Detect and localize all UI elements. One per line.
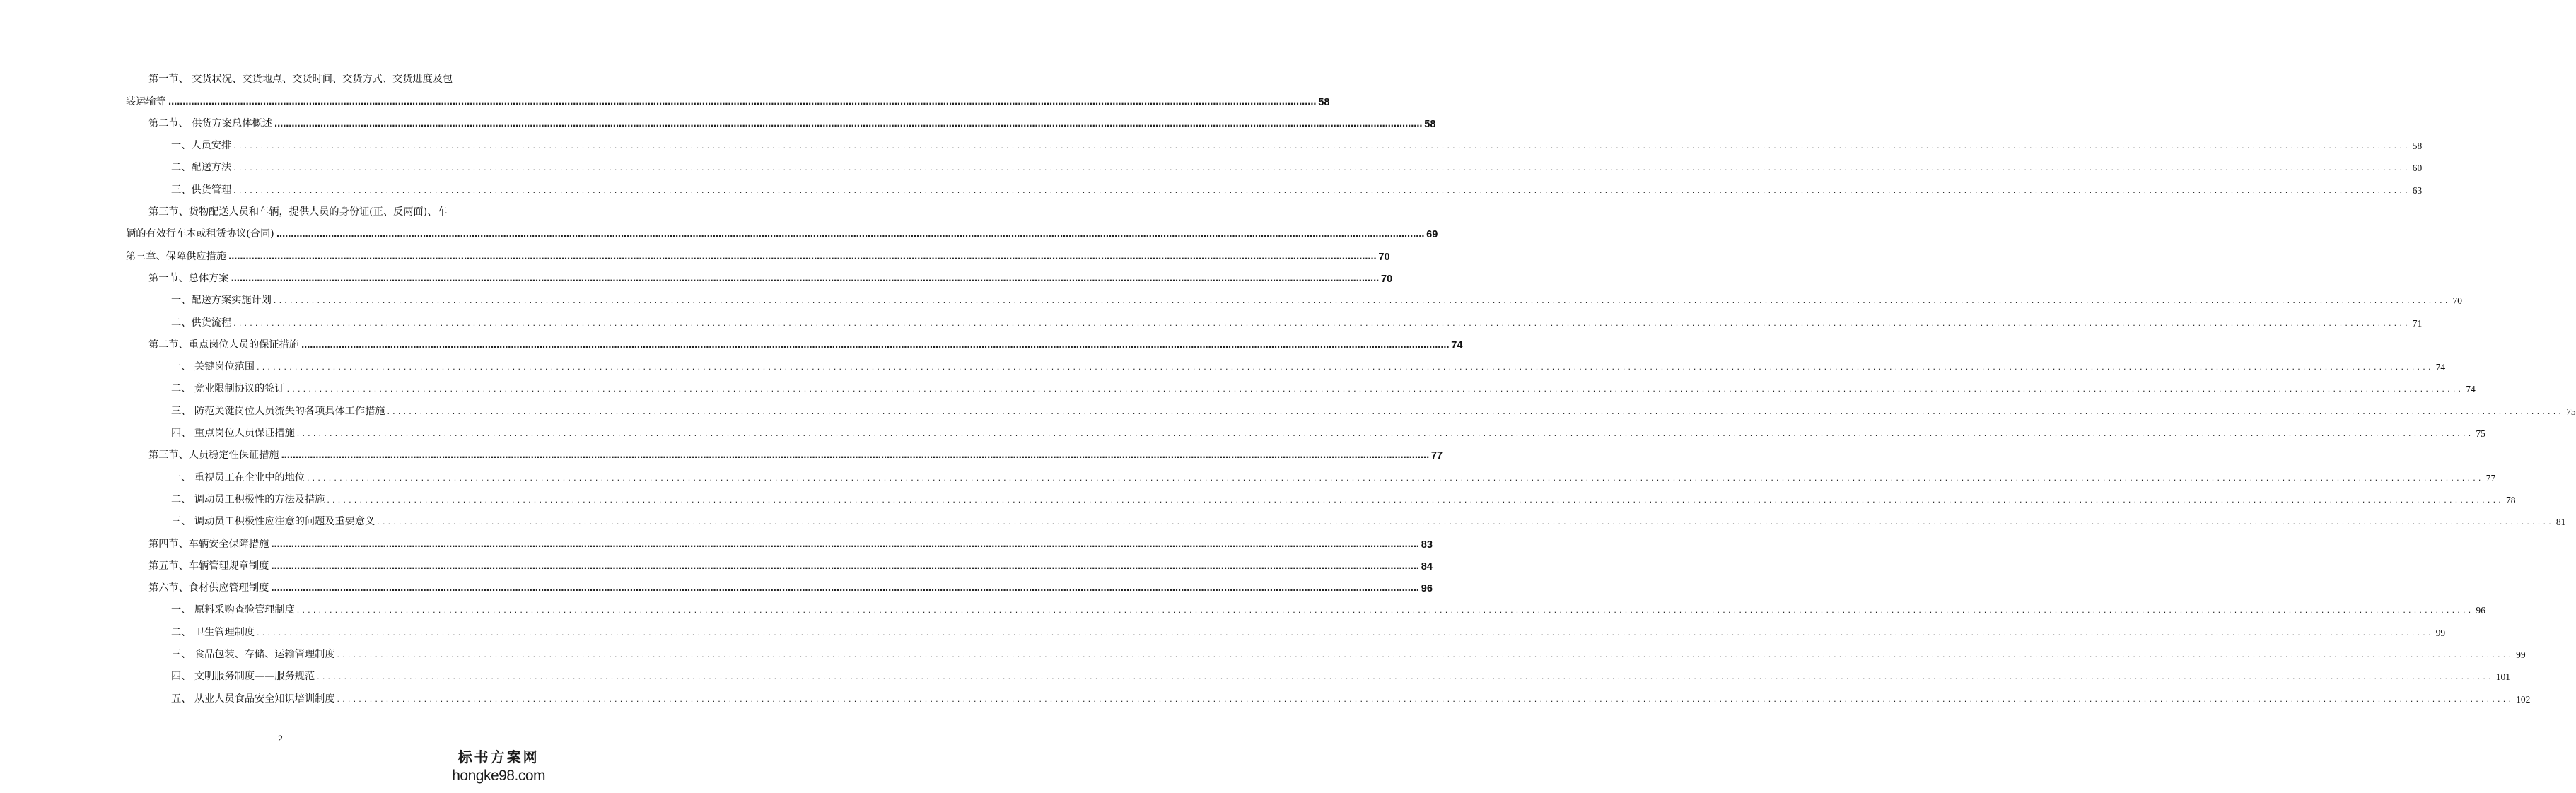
toc-entry[interactable] <box>126 174 2423 196</box>
page-number: 2 <box>278 734 283 744</box>
toc-entry[interactable] <box>126 395 2576 417</box>
toc-dot-leader: ................................................................................................................................................................................................................................................................................................................................................................................................................ <box>296 606 2474 616</box>
toc-dot-leader: ................................................................................................................................................................................................................................................................................................................................................................................................................ <box>276 229 1425 240</box>
toc-entry[interactable] <box>126 639 2526 661</box>
toc-entry-title: 第五节、车辆管理规章制度 <box>148 560 269 572</box>
toc-entry[interactable] <box>126 616 2446 638</box>
toc-entry-title: 三、 调动员工积极性应注意的问题及重要意义 <box>171 516 375 528</box>
toc-entry[interactable] <box>126 462 2496 483</box>
toc-entry-title: 辆的有效行车本或租赁协议(合同) <box>126 228 274 240</box>
toc-entry-title: 二、供货流程 <box>171 317 232 329</box>
toc-entry[interactable] <box>126 351 2446 373</box>
toc-entry[interactable] <box>126 373 2476 395</box>
toc-dot-leader: ................................................................................................................................................................................................................................................................................................................................................................................................................ <box>306 473 2484 483</box>
toc-page-number: 69 <box>1426 229 1438 241</box>
toc-entry-title: 第一节、总体方案 <box>148 272 229 284</box>
toc-dot-leader: ................................................................................................................................................................................................................................................................................................................................................................................................................ <box>387 406 2565 416</box>
toc-page-number: 77 <box>2485 472 2496 483</box>
toc-entry-title: 四、 文明服务制度——服务规范 <box>171 671 315 683</box>
toc-entry[interactable] <box>126 329 1463 351</box>
toc-entry[interactable] <box>126 683 2531 705</box>
toc-page-number: 101 <box>2495 671 2511 683</box>
toc-entry[interactable] <box>126 196 1438 241</box>
toc-entry-title: 三、 防范关键岗位人员流失的各项具体工作措施 <box>171 405 385 417</box>
toc-page-number: 102 <box>2516 693 2531 705</box>
toc-page-number: 63 <box>2412 184 2423 196</box>
toc-entry[interactable] <box>126 506 2566 528</box>
toc-entry-title: 四、 重点岗位人员保证措施 <box>171 428 295 440</box>
toc-entry-title: 装运输等 <box>126 95 166 107</box>
toc-dot-leader: ................................................................................................................................................................................................................................................................................................................................................................................................................ <box>301 339 1450 350</box>
toc-dot-leader: ................................................................................................................................................................................................................................................................................................................................................................................................................ <box>233 163 2411 173</box>
toc-entry-title: 第四节、车辆安全保障措施 <box>148 538 269 550</box>
toc-entry[interactable] <box>126 130 2423 152</box>
toc-dot-leader: ................................................................................................................................................................................................................................................................................................................................................................................................................ <box>233 141 2411 151</box>
toc-page-number: 78 <box>2505 494 2516 505</box>
watermark-site-name: 标书方案网 <box>457 748 540 765</box>
toc-entry-title: 一、配送方案实施计划 <box>171 295 272 307</box>
toc-dot-leader: ................................................................................................................................................................................................................................................................................................................................................................................................................ <box>228 251 1377 262</box>
toc-entry-title: 三、 食品包装、存储、运输管理制度 <box>171 649 335 661</box>
toc-entry[interactable] <box>126 108 1436 130</box>
toc-page-number: 58 <box>1424 118 1436 130</box>
table-of-contents <box>126 64 2576 705</box>
toc-page-number: 83 <box>1421 539 1433 551</box>
toc-entry-title: 五、 从业人员食品安全知识培训制度 <box>171 693 335 705</box>
toc-entry[interactable] <box>126 528 1433 551</box>
toc-page-number: 75 <box>2566 406 2576 417</box>
toc-dot-leader: ................................................................................................................................................................................................................................................................................................................................................................................................................ <box>233 318 2411 328</box>
toc-entry[interactable] <box>126 440 1443 462</box>
toc-page-number: 74 <box>1451 339 1463 351</box>
toc-entry-title: 二、配送方法 <box>171 162 232 174</box>
toc-entry-title: 一、 原料采购查验管理制度 <box>171 604 295 616</box>
toc-dot-leader: ................................................................................................................................................................................................................................................................................................................................................................................................................ <box>231 273 1379 283</box>
toc-entry-title: 第三章、保障供应措施 <box>126 250 226 262</box>
toc-entry-title: 二、 调动员工积极性的方法及措施 <box>171 493 325 505</box>
toc-entry-title-line1: 第三节、货物配送人员和车辆，提供人员的身份证(正、反两面)、车 <box>148 206 448 218</box>
toc-entry[interactable] <box>126 64 1330 108</box>
toc-page-number: 58 <box>2412 141 2423 152</box>
toc-entry[interactable] <box>126 484 2516 506</box>
toc-dot-leader: ................................................................................................................................................................................................................................................................................................................................................................................................................ <box>233 185 2411 195</box>
toc-entry-title: 第六节、食材供应管理制度 <box>148 582 269 594</box>
toc-entry-title: 第二节、重点岗位人员的保证措施 <box>148 339 299 351</box>
toc-entry[interactable] <box>126 418 2485 440</box>
toc-page-number: 96 <box>1421 583 1433 595</box>
toc-entry-title: 二、 竞业限制协议的签订 <box>171 383 285 395</box>
toc-entry-title: 第三节、人员稳定性保证措施 <box>148 450 279 462</box>
toc-page-number: 70 <box>2452 295 2463 307</box>
toc-page-number: 70 <box>1380 273 1393 285</box>
toc-dot-leader: ................................................................................................................................................................................................................................................................................................................................................................................................................ <box>377 517 2554 527</box>
toc-entry-title-line1: 第一节、 交货状况、交货地点、交货时间、交货方式、交货进度及包 <box>148 74 453 86</box>
toc-entry[interactable] <box>126 240 1390 263</box>
toc-entry-title: 一、 关键岗位范围 <box>171 361 255 373</box>
toc-entry[interactable] <box>126 307 2423 329</box>
toc-dot-leader: ................................................................................................................................................................................................................................................................................................................................................................................................................ <box>273 296 2451 306</box>
toc-dot-leader: ................................................................................................................................................................................................................................................................................................................................................................................................................ <box>274 118 1423 129</box>
toc-dot-leader: ................................................................................................................................................................................................................................................................................................................................................................................................................ <box>337 694 2514 704</box>
toc-entry[interactable] <box>126 594 2485 616</box>
toc-dot-leader: ................................................................................................................................................................................................................................................................................................................................................................................................................ <box>271 539 1419 549</box>
toc-dot-leader: ................................................................................................................................................................................................................................................................................................................................................................................................................ <box>257 628 2434 638</box>
toc-page-number: 74 <box>2466 384 2476 395</box>
toc-dot-leader: ................................................................................................................................................................................................................................................................................................................................................................................................................ <box>286 384 2464 394</box>
toc-entry[interactable] <box>126 285 2463 307</box>
toc-entry-title: 三、供货管理 <box>171 184 232 196</box>
toc-entry[interactable] <box>126 661 2511 683</box>
toc-page-number: 71 <box>2412 317 2423 329</box>
toc-page-number: 70 <box>1378 251 1390 263</box>
toc-page-number: 58 <box>1318 96 1330 108</box>
toc-page-number: 75 <box>2476 428 2485 440</box>
toc-page-number: 96 <box>2476 605 2485 616</box>
toc-entry-title: 第二节、 供货方案总体概述 <box>148 117 272 129</box>
toc-page-number: 99 <box>2435 627 2446 638</box>
toc-page-number: 60 <box>2412 163 2423 174</box>
toc-entry[interactable] <box>126 572 1433 595</box>
toc-dot-leader: ................................................................................................................................................................................................................................................................................................................................................................................................................ <box>281 450 1429 461</box>
toc-dot-leader: ................................................................................................................................................................................................................................................................................................................................................................................................................ <box>271 583 1419 594</box>
toc-entry-title: 二、 卫生管理制度 <box>171 626 255 638</box>
toc-page-number: 81 <box>2555 517 2566 528</box>
toc-dot-leader: ................................................................................................................................................................................................................................................................................................................................................................................................................ <box>296 429 2474 439</box>
watermark-logo <box>452 746 545 785</box>
toc-entry[interactable] <box>126 263 1393 285</box>
watermark-url: hongke98.com <box>452 768 545 784</box>
toc-dot-leader: ................................................................................................................................................................................................................................................................................................................................................................................................................ <box>327 495 2504 505</box>
toc-page-number: 74 <box>2435 362 2446 373</box>
toc-entry-title: 一、 重视员工在企业中的地位 <box>171 471 305 483</box>
toc-dot-leader: ................................................................................................................................................................................................................................................................................................................................................................................................................ <box>337 650 2514 660</box>
toc-dot-leader: ................................................................................................................................................................................................................................................................................................................................................................................................................ <box>257 363 2434 372</box>
toc-entry-title: 一、人员安排 <box>171 140 232 152</box>
toc-entry[interactable] <box>126 152 2423 174</box>
toc-dot-leader: ................................................................................................................................................................................................................................................................................................................................................................................................................ <box>317 672 2494 682</box>
toc-entry[interactable] <box>126 551 1433 572</box>
toc-dot-leader: ................................................................................................................................................................................................................................................................................................................................................................................................................ <box>271 560 1419 571</box>
toc-page-number: 77 <box>1430 450 1443 462</box>
toc-dot-leader: ................................................................................................................................................................................................................................................................................................................................................................................................................ <box>168 96 1317 107</box>
toc-page-number: 84 <box>1421 560 1433 572</box>
toc-page-number: 99 <box>2516 650 2526 661</box>
